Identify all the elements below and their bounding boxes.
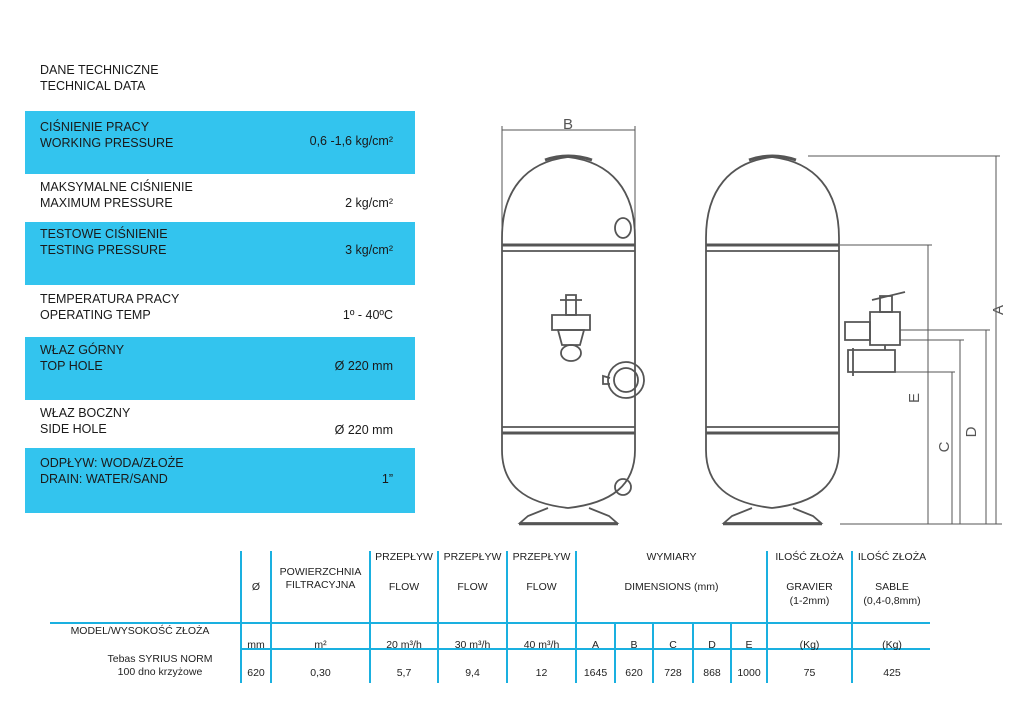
spec-label-pl: WŁAZ BOCZNY xyxy=(40,406,131,420)
header-flow1-pl: PRZEPŁYW xyxy=(375,551,433,563)
spec-label-en: MAXIMUM PRESSURE xyxy=(40,196,173,210)
spec-label-pl: CIŚNIENIE PRACY xyxy=(40,120,150,134)
unit-flow1: 20 m³/h xyxy=(386,639,422,651)
cell-d: 868 xyxy=(703,667,721,679)
spec-label-en: TOP HOLE xyxy=(40,359,103,373)
header-sable-range: (0,4-0,8mm) xyxy=(863,595,921,607)
cell-flow2: 9,4 xyxy=(465,667,480,679)
header-gravier-en: GRAVIER xyxy=(786,581,833,593)
unit-flow2: 30 m³/h xyxy=(454,639,491,651)
spec-label-en: SIDE HOLE xyxy=(40,422,107,436)
unit-a: A xyxy=(591,639,599,651)
dimension-label-b: B xyxy=(562,116,574,133)
unit-c: C xyxy=(669,639,677,651)
cell-flow1: 5,7 xyxy=(396,667,412,679)
model-label: MODEL/WYSOKOŚĆ ZŁOŻA xyxy=(70,625,210,637)
dimension-label-d: D xyxy=(963,426,980,438)
spec-value: 3 kg/cm² xyxy=(345,243,393,257)
header-gravier-range: (1-2mm) xyxy=(789,595,830,607)
spec-label-pl: WŁAZ GÓRNY xyxy=(40,343,125,357)
header-flow3-pl: PRZEPŁYW xyxy=(512,551,571,563)
spec-label-pl: ODPŁYW: WODA/ZŁOŻE xyxy=(40,456,184,470)
cell-c: 728 xyxy=(664,667,682,679)
spec-label-en: DRAIN: WATER/SAND xyxy=(40,472,168,486)
spec-row-maximum-pressure xyxy=(25,174,415,222)
header-polish: DANE TECHNICZNE xyxy=(40,63,159,77)
header-dimensions-en: DIMENSIONS (mm) xyxy=(624,581,719,593)
dimension-label-a: A xyxy=(990,304,1007,316)
unit-flow3: 40 m³/h xyxy=(523,639,560,651)
unit-e: E xyxy=(745,639,753,651)
spec-row-testing-pressure xyxy=(25,222,415,285)
header-flow3-en: FLOW xyxy=(526,581,557,593)
cell-diameter: 620 xyxy=(247,667,265,679)
unit-sable: (Kg) xyxy=(882,639,902,651)
cell-flow3: 12 xyxy=(535,667,548,679)
filter-drawing xyxy=(480,100,1020,540)
cell-a: 1645 xyxy=(583,667,608,679)
specification-table xyxy=(40,548,940,688)
unit-surface: m² xyxy=(314,639,327,651)
spec-label-en: OPERATING TEMP xyxy=(40,308,151,322)
section-header xyxy=(40,62,159,94)
header-gravier-pl: ILOŚĆ ZŁOŻA xyxy=(775,551,844,563)
spec-value: Ø 220 mm xyxy=(334,423,393,437)
cell-gravier: 75 xyxy=(803,667,816,679)
model-name: Tebas SYRIUS NORM 100 dno krzyżowe xyxy=(107,653,213,678)
unit-b: B xyxy=(630,639,638,651)
spec-row-operating-temp xyxy=(25,285,415,337)
spec-value: 2 kg/cm² xyxy=(345,196,393,210)
header-sable-pl: ILOŚĆ ZŁOŻA xyxy=(857,551,927,563)
header-sable-en: SABLE xyxy=(875,581,909,593)
header-flow2-en: FLOW xyxy=(457,581,488,593)
tank-side-view xyxy=(706,156,905,524)
unit-diameter: mm xyxy=(247,639,265,651)
spec-label-pl: TESTOWE CIŚNIENIE xyxy=(40,227,168,241)
unit-d: D xyxy=(708,639,716,651)
spec-value: 0,6 -1,6 kg/cm² xyxy=(309,134,393,148)
spec-value: 1º - 40ºC xyxy=(342,308,393,322)
dimension-label-c: C xyxy=(936,441,953,453)
header-flow1-en: FLOW xyxy=(388,581,420,593)
dimension-label-e: E xyxy=(906,392,923,404)
tank-front-view xyxy=(502,156,644,524)
spec-value: 1” xyxy=(381,472,393,486)
header-english: TECHNICAL DATA xyxy=(40,79,146,93)
dimension-lines xyxy=(502,126,1002,524)
cell-e: 1000 xyxy=(737,667,761,679)
cell-b: 620 xyxy=(625,667,643,679)
cell-surface: 0,30 xyxy=(310,667,331,679)
spec-label-pl: MAKSYMALNE CIŚNIENIE xyxy=(40,180,193,194)
spec-label-en: TESTING PRESSURE xyxy=(40,243,167,257)
spec-value: Ø 220 mm xyxy=(334,359,393,373)
header-flow2-pl: PRZEPŁYW xyxy=(443,551,502,563)
spec-row-side-hole xyxy=(25,400,415,448)
cell-sable: 425 xyxy=(883,667,901,679)
header-diameter: Ø xyxy=(251,581,261,593)
unit-gravier: (Kg) xyxy=(799,639,820,651)
spec-label-en: WORKING PRESSURE xyxy=(40,136,174,150)
spec-label-pl: TEMPERATURA PRACY xyxy=(40,292,180,306)
spec-row-drain xyxy=(25,448,415,513)
spec-row-working-pressure xyxy=(25,111,415,174)
spec-row-top-hole xyxy=(25,337,415,400)
header-surface: POWIERZCHNIA FILTRACYJNA xyxy=(279,566,362,591)
header-dimensions-pl: WYMIARY xyxy=(646,551,697,563)
